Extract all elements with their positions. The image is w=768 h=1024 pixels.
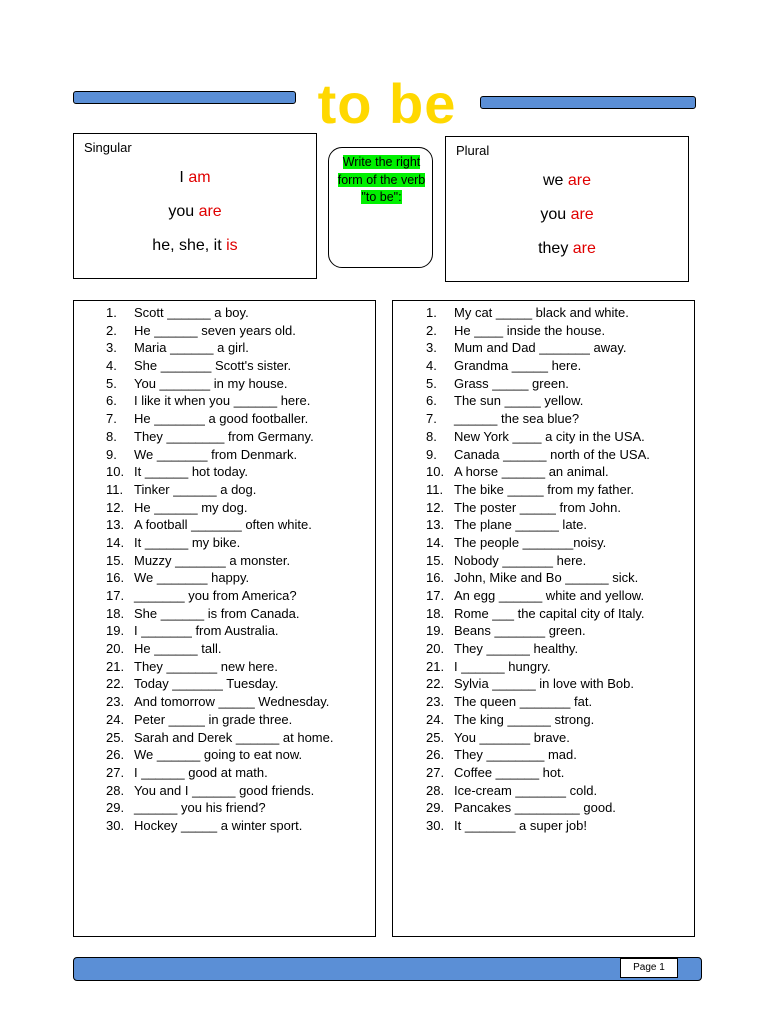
list-item <box>106 410 333 428</box>
item-number: 12. <box>106 499 125 515</box>
item-number: 3. <box>426 340 437 356</box>
list-item <box>106 339 333 357</box>
item-text: Sarah and Derek ______ at home. <box>134 729 334 745</box>
item-text: You _______ brave. <box>454 729 570 745</box>
item-number: 4. <box>426 358 437 374</box>
item-text: Mum and Dad _______ away. <box>454 340 627 356</box>
list-item <box>106 658 333 676</box>
item-text: I like it when you ______ here. <box>134 393 311 409</box>
item-text: He ____ inside the house. <box>454 322 606 338</box>
item-number: 9. <box>426 446 437 462</box>
item-number: 23. <box>426 694 445 710</box>
item-text: The queen _______ fat. <box>454 694 593 710</box>
item-number: 8. <box>106 428 117 444</box>
item-text: We _______ happy. <box>134 570 250 586</box>
item-number: 3. <box>106 340 117 356</box>
item-number: 9. <box>106 446 117 462</box>
list-item <box>106 534 333 552</box>
item-number: 5. <box>106 375 117 391</box>
item-number: 15. <box>426 552 445 568</box>
item-number: 7. <box>426 411 437 427</box>
item-text: He ______ tall. <box>134 641 222 657</box>
list-item <box>426 711 650 729</box>
item-number: 20. <box>426 641 445 657</box>
list-item <box>106 675 333 693</box>
list-item <box>106 375 333 393</box>
item-text: It _______ a super job! <box>454 817 587 833</box>
item-text: New York ____ a city in the USA. <box>454 428 645 444</box>
item-text: A football _______ often white. <box>134 517 312 533</box>
list-item <box>106 304 333 322</box>
item-text: Sylvia ______ in love with Bob. <box>454 676 634 692</box>
item-number: 23. <box>106 694 125 710</box>
list-item <box>106 711 333 729</box>
item-text: My cat _____ black and white. <box>454 305 629 320</box>
item-number: 22. <box>106 676 125 692</box>
page-title: to be <box>317 72 457 135</box>
list-item <box>106 499 333 517</box>
list-item <box>426 782 650 800</box>
list-item <box>426 534 650 552</box>
item-number: 16. <box>426 570 445 586</box>
item-text: Today _______ Tuesday. <box>134 676 279 692</box>
item-number: 8. <box>426 428 437 444</box>
item-text: Grass _____ green. <box>454 375 569 391</box>
item-number: 4. <box>106 358 117 374</box>
item-number: 25. <box>426 729 445 745</box>
singular-label: Singular <box>84 140 132 155</box>
list-item <box>106 693 333 711</box>
item-number: 19. <box>426 623 445 639</box>
list-item <box>106 446 333 464</box>
item-text: Ice-cream _______ cold. <box>454 782 598 798</box>
list-item <box>426 693 650 711</box>
list-item <box>426 746 650 764</box>
list-item <box>106 569 333 587</box>
list-item <box>426 392 650 410</box>
item-text: They ________ mad. <box>454 747 577 763</box>
item-number: 14. <box>106 534 125 550</box>
list-item <box>426 463 650 481</box>
item-number: 6. <box>426 393 437 409</box>
plural-box <box>445 136 689 282</box>
plural-form-3: they are <box>538 240 596 257</box>
item-text: Maria ______ a girl. <box>134 340 249 356</box>
item-text: We ______ going to eat now. <box>134 747 303 763</box>
item-number: 29. <box>106 800 125 816</box>
footer-bar <box>73 957 702 981</box>
item-text: Beans _______ green. <box>454 623 586 639</box>
list-item <box>106 516 333 534</box>
list-item <box>426 499 650 517</box>
item-number: 28. <box>106 782 125 798</box>
list-item <box>106 817 333 835</box>
item-text: The plane ______ late. <box>454 517 587 533</box>
item-number: 26. <box>106 747 125 763</box>
header-bar-left <box>73 91 296 104</box>
item-number: 21. <box>106 658 125 674</box>
header-bar-right <box>480 96 696 109</box>
singular-form-2: you are <box>168 203 222 220</box>
item-text: Scott ______ a boy. <box>134 305 249 320</box>
list-item <box>426 658 650 676</box>
list-item <box>426 764 650 782</box>
list-item <box>426 622 650 640</box>
item-number: 1. <box>426 305 437 320</box>
item-number: 19. <box>106 623 125 639</box>
item-text: An egg ______ white and yellow. <box>454 588 645 603</box>
instruction-bubble <box>328 147 433 268</box>
item-text: I _______ from Australia. <box>134 623 279 639</box>
exercise-list-right <box>392 300 695 937</box>
item-text: The people _______noisy. <box>454 534 607 550</box>
item-number: 2. <box>426 322 437 338</box>
item-number: 12. <box>426 499 445 515</box>
plural-forms <box>446 164 688 266</box>
item-number: 30. <box>106 817 125 833</box>
item-number: 14. <box>426 534 445 550</box>
list-item <box>426 304 650 322</box>
list-item <box>106 481 333 499</box>
list-item <box>106 428 333 446</box>
item-number: 13. <box>426 517 445 533</box>
item-number: 26. <box>426 747 445 763</box>
item-text: They ________ from Germany. <box>134 428 314 444</box>
plural-label: Plural <box>456 143 490 158</box>
item-text: A horse ______ an animal. <box>454 464 609 480</box>
item-text: He ______ seven years old. <box>134 322 296 338</box>
item-number: 13. <box>106 517 125 533</box>
item-text: Rome ___ the capital city of Italy. <box>454 605 645 621</box>
item-text: Grandma _____ here. <box>454 358 582 374</box>
item-number: 2. <box>106 322 117 338</box>
list-item <box>106 640 333 658</box>
item-number: 24. <box>426 711 445 727</box>
list-item <box>426 481 650 499</box>
item-text: _______ you from America? <box>134 588 297 603</box>
item-text: She _______ Scott's sister. <box>134 358 292 374</box>
item-text: It ______ hot today. <box>134 464 248 480</box>
item-number: 5. <box>426 375 437 391</box>
list-item <box>426 357 650 375</box>
list-item <box>106 729 333 747</box>
item-text: Canada ______ north of the USA. <box>454 446 650 462</box>
item-text: They _______ new here. <box>134 658 278 674</box>
item-number: 27. <box>426 764 445 780</box>
item-text: Pancakes _________ good. <box>454 800 616 816</box>
item-number: 1. <box>106 305 117 320</box>
item-text: John, Mike and Bo ______ sick. <box>454 570 639 586</box>
item-text: We _______ from Denmark. <box>134 446 298 462</box>
item-text: He _______ a good footballer. <box>134 411 309 427</box>
list-item <box>426 410 650 428</box>
item-number: 15. <box>106 552 125 568</box>
item-text: The king ______ strong. <box>454 711 595 727</box>
list-item <box>106 764 333 782</box>
list-item <box>426 428 650 446</box>
list-item <box>106 746 333 764</box>
item-number: 17. <box>106 588 125 603</box>
list-item <box>106 463 333 481</box>
list-item <box>106 587 333 605</box>
item-text: Coffee ______ hot. <box>454 764 565 780</box>
item-number: 7. <box>106 411 117 427</box>
list-item <box>426 446 650 464</box>
item-text: You and I ______ good friends. <box>134 782 315 798</box>
item-number: 20. <box>106 641 125 657</box>
page-number: Page 1 <box>620 958 678 978</box>
item-text: Nobody _______ here. <box>454 552 587 568</box>
item-text: She ______ is from Canada. <box>134 605 300 621</box>
item-number: 29. <box>426 800 445 816</box>
list-item <box>106 322 333 340</box>
item-number: 6. <box>106 393 117 409</box>
list-item <box>426 799 650 817</box>
item-number: 18. <box>426 605 445 621</box>
item-text: The poster _____ from John. <box>454 499 621 515</box>
item-text: Tinker ______ a dog. <box>134 481 257 497</box>
item-text: ______ you his friend? <box>134 800 266 816</box>
item-text: They ______ healthy. <box>454 641 579 657</box>
item-number: 10. <box>426 464 445 480</box>
item-number: 27. <box>106 764 125 780</box>
item-number: 11. <box>426 481 444 497</box>
list-item <box>426 375 650 393</box>
list-item <box>106 622 333 640</box>
item-number: 21. <box>426 658 445 674</box>
item-number: 17. <box>426 588 445 603</box>
list-item <box>426 587 650 605</box>
item-text: I ______ good at math. <box>134 764 268 780</box>
item-number: 18. <box>106 605 125 621</box>
singular-box <box>73 133 317 279</box>
list-item <box>426 675 650 693</box>
item-text: You _______ in my house. <box>134 375 288 391</box>
list-item <box>426 729 650 747</box>
singular-form-1: I am <box>179 169 211 186</box>
item-text: I ______ hungry. <box>454 658 551 674</box>
list-item <box>426 322 650 340</box>
item-number: 24. <box>106 711 125 727</box>
item-number: 16. <box>106 570 125 586</box>
singular-form-3: he, she, it is <box>152 237 238 254</box>
list-item <box>426 605 650 623</box>
list-item <box>106 799 333 817</box>
item-text: Muzzy _______ a monster. <box>134 552 291 568</box>
item-number: 11. <box>106 481 124 497</box>
item-text: He ______ my dog. <box>134 499 248 515</box>
list-item <box>426 516 650 534</box>
item-text: The sun _____ yellow. <box>454 393 584 409</box>
item-text: The bike _____ from my father. <box>454 481 634 497</box>
instruction-text: Write the right form of the verb "to be": <box>337 155 426 204</box>
item-number: 25. <box>106 729 125 745</box>
list-item <box>106 392 333 410</box>
singular-forms <box>74 161 316 263</box>
list-item <box>106 605 333 623</box>
item-number: 22. <box>426 676 445 692</box>
plural-form-2: you are <box>540 206 594 223</box>
list-item <box>426 552 650 570</box>
item-text: Hockey _____ a winter sport. <box>134 817 303 833</box>
exercise-items-right <box>426 304 650 835</box>
exercise-items-left <box>106 304 333 835</box>
item-text: ______ the sea blue? <box>454 411 580 427</box>
list-item <box>106 552 333 570</box>
list-item <box>106 357 333 375</box>
item-number: 30. <box>426 817 445 833</box>
list-item <box>426 817 650 835</box>
item-number: 28. <box>426 782 445 798</box>
item-text: And tomorrow _____ Wednesday. <box>134 694 330 710</box>
plural-form-1: we are <box>542 172 592 189</box>
list-item <box>426 339 650 357</box>
item-number: 10. <box>106 464 125 480</box>
exercise-list-left <box>73 300 376 937</box>
list-item <box>106 782 333 800</box>
list-item <box>426 569 650 587</box>
list-item <box>426 640 650 658</box>
item-text: It ______ my bike. <box>134 534 241 550</box>
item-text: Peter _____ in grade three. <box>134 711 293 727</box>
